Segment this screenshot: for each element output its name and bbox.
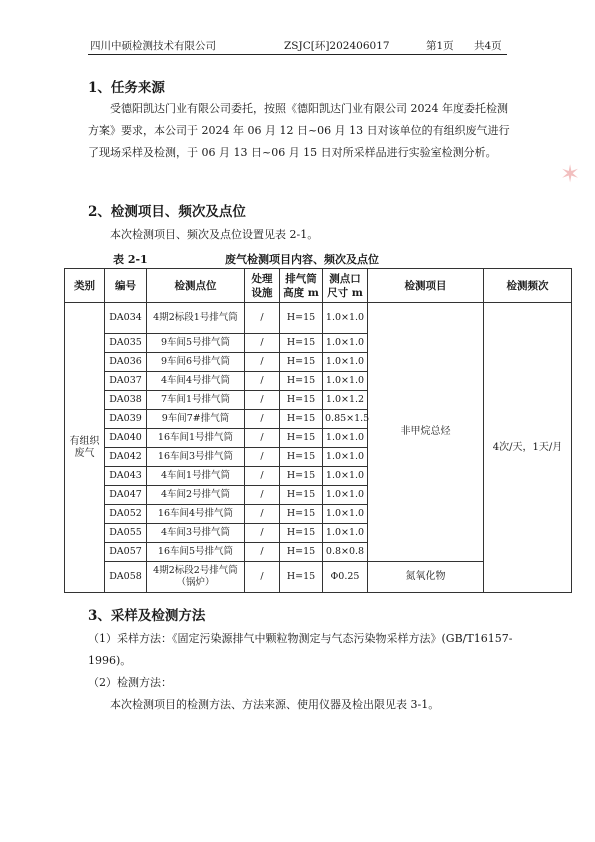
section-1-body xyxy=(88,98,518,164)
cell-size: 0.85×1.5 xyxy=(323,410,368,429)
cell-facility: / xyxy=(245,562,280,593)
cell-height: H=15 xyxy=(280,429,323,448)
header-company: 四川中硕检测技术有限公司 xyxy=(90,40,216,52)
cell-facility: / xyxy=(245,334,280,353)
cell-size: 1.0×1.0 xyxy=(323,505,368,524)
cell-facility: / xyxy=(245,303,280,334)
cell-point: 9车间5号排气筒 xyxy=(147,334,245,353)
detection-method-text: 本次检测项目的检测方法、方法来源、使用仪器及检出限见表 3-1。 xyxy=(110,698,440,711)
cell-size: 1.0×1.0 xyxy=(323,372,368,391)
section-2-body xyxy=(88,224,518,246)
cell-id: DA047 xyxy=(105,486,147,505)
table-label: 表 2-1 xyxy=(113,253,148,266)
cell-height: H=15 xyxy=(280,562,323,593)
header-category: 类别 xyxy=(65,269,105,303)
cell-size: 1.0×1.0 xyxy=(323,486,368,505)
cell-id: DA058 xyxy=(105,562,147,593)
table-body xyxy=(65,303,572,593)
cell-id: DA037 xyxy=(105,372,147,391)
cell-point: 4车间3号排气筒 xyxy=(147,524,245,543)
cell-id: DA034 xyxy=(105,303,147,334)
cell-facility: / xyxy=(245,486,280,505)
cell-point: 16车间3号排气筒 xyxy=(147,448,245,467)
cell-facility: / xyxy=(245,448,280,467)
cell-facility: / xyxy=(245,353,280,372)
cell-point: 4期2标段1号排气筒 xyxy=(147,303,245,334)
cell-facility: / xyxy=(245,543,280,562)
cell-height: H=15 xyxy=(280,543,323,562)
section-3-body xyxy=(88,628,518,716)
detection-table xyxy=(64,268,572,593)
cell-facility: / xyxy=(245,467,280,486)
section-1-paragraph: 受德阳凯达门业有限公司委托，按照《德阳凯达门业有限公司 2024 年度委托检测方案》要求，本公司于 2024 年 06 月 12 日~06 月 13 日对该单位的有组织废气进行了现场采样及检测，于 06 月 13 日~06 月 15 日对所采样品进行实验室检测分析。 xyxy=(88,102,510,159)
cell-facility: / xyxy=(245,505,280,524)
cell-facility: / xyxy=(245,524,280,543)
cell-point: 4车间4号排气筒 xyxy=(147,372,245,391)
header-size: 测点口尺寸 m xyxy=(323,269,368,303)
cell-id: DA039 xyxy=(105,410,147,429)
cell-id: DA038 xyxy=(105,391,147,410)
section-2-title: 2、检测项目、频次及点位 xyxy=(88,204,246,220)
cell-height: H=15 xyxy=(280,505,323,524)
cell-id: DA035 xyxy=(105,334,147,353)
cell-id: DA040 xyxy=(105,429,147,448)
page-header xyxy=(88,36,507,55)
cell-facility: / xyxy=(245,429,280,448)
cell-point: 16车间5号排气筒 xyxy=(147,543,245,562)
cell-id: DA042 xyxy=(105,448,147,467)
cell-height: H=15 xyxy=(280,524,323,543)
cell-item-nox: 氮氧化物 xyxy=(368,562,484,593)
cell-height: H=15 xyxy=(280,410,323,429)
header-page: 第1页 xyxy=(426,40,454,52)
cell-size: 1.0×1.0 xyxy=(323,524,368,543)
section-1-title: 1、任务来源 xyxy=(88,80,165,96)
table-row xyxy=(65,303,572,334)
cell-id: DA036 xyxy=(105,353,147,372)
cell-size: 1.0×1.2 xyxy=(323,391,368,410)
header-item: 检测项目 xyxy=(368,269,484,303)
cell-id: DA057 xyxy=(105,543,147,562)
cell-frequency: 4次/天，1天/月 xyxy=(484,303,572,593)
cell-height: H=15 xyxy=(280,448,323,467)
sampling-method: （1）采样方法：《固定污染源排气中颗粒物测定与气态污染物采样方法》(GB/T16157-1996)。 xyxy=(88,632,513,667)
cell-item-nmhc: 非甲烷总烃 xyxy=(368,303,484,562)
cell-point: 9车间6号排气筒 xyxy=(147,353,245,372)
cell-height: H=15 xyxy=(280,303,323,334)
header-report-no: ZSJC[环]202406017 xyxy=(284,40,390,52)
cell-size: Φ0.25 xyxy=(323,562,368,593)
cell-point: 16车间4号排气筒 xyxy=(147,505,245,524)
cell-size: 1.0×1.0 xyxy=(323,467,368,486)
cell-id: DA043 xyxy=(105,467,147,486)
cell-category: 有组织废气 xyxy=(65,303,105,593)
header-point: 检测点位 xyxy=(147,269,245,303)
cell-height: H=15 xyxy=(280,353,323,372)
red-seal-mark: ✶ xyxy=(560,160,581,188)
cell-facility: / xyxy=(245,391,280,410)
cell-height: H=15 xyxy=(280,334,323,353)
cell-point: 4期2标段2号排气筒（锅炉） xyxy=(147,562,245,593)
cell-point: 4车间2号排气筒 xyxy=(147,486,245,505)
cell-point: 7车间1号排气筒 xyxy=(147,391,245,410)
header-facility: 处理设施 xyxy=(245,269,280,303)
header-height: 排气筒高度 m xyxy=(280,269,323,303)
cell-size: 1.0×1.0 xyxy=(323,448,368,467)
cell-point: 4车间1号排气筒 xyxy=(147,467,245,486)
detection-method-label: （2）检测方法： xyxy=(88,676,172,689)
cell-height: H=15 xyxy=(280,486,323,505)
cell-point: 9车间7#排气筒 xyxy=(147,410,245,429)
cell-id: DA052 xyxy=(105,505,147,524)
cell-facility: / xyxy=(245,410,280,429)
header-frequency: 检测频次 xyxy=(484,269,572,303)
table-header-row xyxy=(65,269,572,303)
cell-size: 1.0×1.0 xyxy=(323,334,368,353)
table-caption: 废气检测项目内容、频次及点位 xyxy=(225,253,379,266)
header-total: 共4页 xyxy=(474,40,502,52)
cell-facility: / xyxy=(245,372,280,391)
cell-size: 1.0×1.0 xyxy=(323,303,368,334)
cell-height: H=15 xyxy=(280,372,323,391)
section-2-paragraph: 本次检测项目、频次及点位设置见表 2-1。 xyxy=(110,228,319,241)
cell-height: H=15 xyxy=(280,391,323,410)
cell-size: 1.0×1.0 xyxy=(323,353,368,372)
cell-id: DA055 xyxy=(105,524,147,543)
cell-size: 1.0×1.0 xyxy=(323,429,368,448)
cell-size: 0.8×0.8 xyxy=(323,543,368,562)
header-id: 编号 xyxy=(105,269,147,303)
cell-point: 16车间1号排气筒 xyxy=(147,429,245,448)
section-3-title: 3、采样及检测方法 xyxy=(88,608,206,624)
cell-height: H=15 xyxy=(280,467,323,486)
